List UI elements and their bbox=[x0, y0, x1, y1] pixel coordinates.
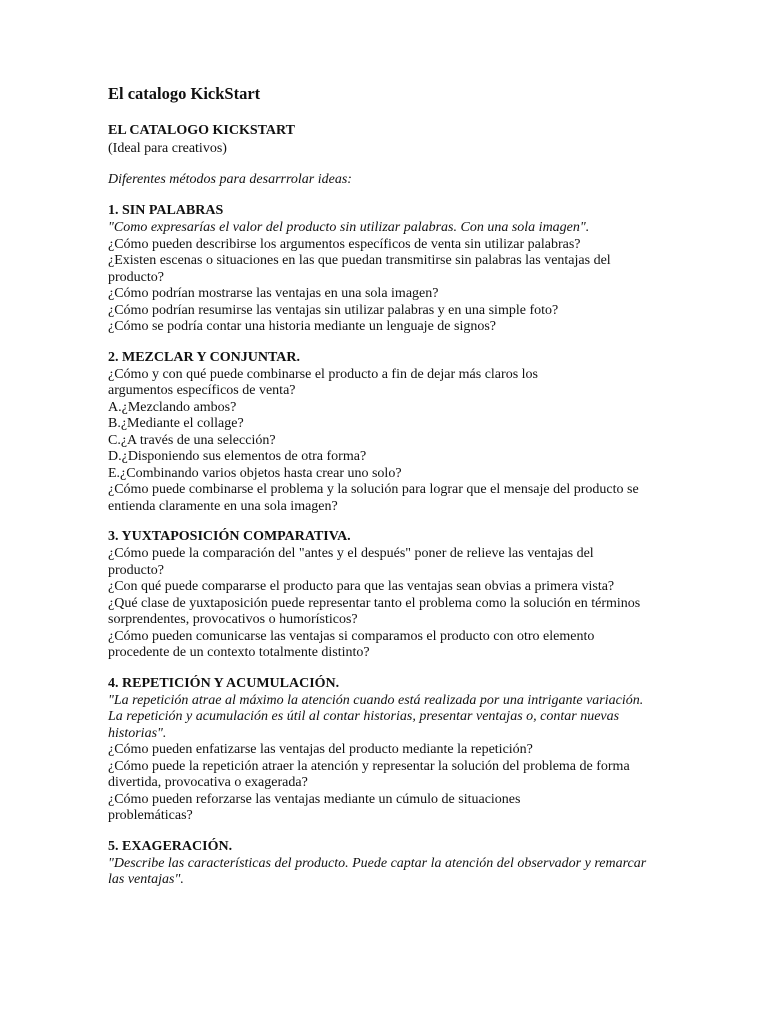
section-line: ¿Cómo se podría contar una historia mediante un lenguaje de signos? bbox=[108, 319, 497, 334]
section-heading: 2. MEZCLAR Y CONJUNTAR. bbox=[108, 349, 300, 365]
section-quote: "Como expresarías el valor del producto sin utilizar palabras. Con una sola imagen". bbox=[108, 220, 590, 235]
section-line: ¿Cómo puede combinarse el problema y la solución para lograr que el mensaje del producto se entienda claramente en una sola imagen? bbox=[108, 482, 639, 514]
section-line: ¿Cómo y con qué puede combinarse el producto a fin de dejar más claros los argumentos específicos de venta? bbox=[108, 366, 538, 398]
section-line: ¿Cómo pueden reforzarse las ventajas mediante un cúmulo de situaciones problemáticas? bbox=[108, 791, 521, 823]
header-subtitle: (Ideal para creativos) bbox=[108, 141, 227, 156]
section-heading: 3. YUXTAPOSICIÓN COMPARATIVA. bbox=[108, 529, 351, 544]
section-heading: 1. SIN PALABRAS bbox=[108, 203, 224, 218]
section-line: A.¿Mezclando ambos? bbox=[108, 399, 237, 415]
section-line: ¿Cómo puede la comparación del "antes y el después" poner de relieve las ventajas del producto? bbox=[108, 546, 594, 578]
section-mezclar-y-conjuntar bbox=[108, 349, 748, 516]
section-line: ¿Existen escenas o situaciones en las que puedan transmitirse sin palabras las ventajas del producto? bbox=[108, 253, 611, 285]
section-line: ¿Cómo pueden enfatizarse las ventajas del producto mediante la repetición? bbox=[108, 742, 533, 757]
section-yuxtaposicion-comparativa bbox=[108, 528, 748, 662]
section-line: ¿Cómo pueden describirse los argumentos específicos de venta sin utilizar palabras? bbox=[108, 236, 581, 252]
section-repeticion-y-acumulacion bbox=[108, 675, 748, 825]
section-line: ¿Cómo podrían resumirse las ventajas sin utilizar palabras y en una simple foto? bbox=[108, 302, 559, 318]
section-line: ¿Cómo podrían mostrarse las ventajas en una sola imagen? bbox=[108, 286, 439, 301]
section-line: ¿Qué clase de yuxtaposición puede representar tanto el problema como la solución en términos sorprendentes, provocativos o humorísticos? bbox=[108, 595, 641, 627]
section-line: ¿Con qué puede compararse el producto para que las ventajas sean obvias a primera vista? bbox=[108, 579, 615, 594]
section-line: C.¿A través de una selección? bbox=[108, 432, 276, 448]
section-line: ¿Cómo puede la repetición atraer la atención y representar la solución del problema de forma divertida, provocativa o exagerada? bbox=[108, 758, 630, 790]
section-heading: 5. EXAGERACIÓN. bbox=[108, 838, 233, 854]
section-sin-palabras bbox=[108, 202, 748, 336]
section-quote: "Describe las características del producto. Puede captar la atención del observador y remarcar las ventajas". bbox=[108, 855, 647, 887]
intro-text: Diferentes métodos para desarrrolar ideas: bbox=[108, 172, 352, 187]
section-line: D.¿Disponiendo sus elementos de otra forma? bbox=[108, 449, 367, 464]
section-line: B.¿Mediante el collage? bbox=[108, 416, 244, 431]
document-header bbox=[108, 122, 748, 158]
document-title: El catalogo KickStart bbox=[108, 84, 261, 103]
section-quote: "La repetición atrae al máximo la atención cuando está realizada por una intrigante variación. La repetición y acumulación es útil al contar historias, presentar ventajas o, contar nuevas historias". bbox=[108, 692, 644, 741]
section-exageracion bbox=[108, 838, 748, 889]
header-caps: EL CATALOGO KICKSTART bbox=[108, 123, 295, 138]
section-heading: 4. REPETICIÓN Y ACUMULACIÓN. bbox=[108, 675, 340, 691]
section-line: E.¿Combinando varios objetos hasta crear uno solo? bbox=[108, 465, 402, 481]
document-page bbox=[108, 84, 748, 902]
section-line: ¿Cómo pueden comunicarse las ventajas si comparamos el producto con otro elemento procedente de un contexto totalmente distinto? bbox=[108, 628, 595, 660]
